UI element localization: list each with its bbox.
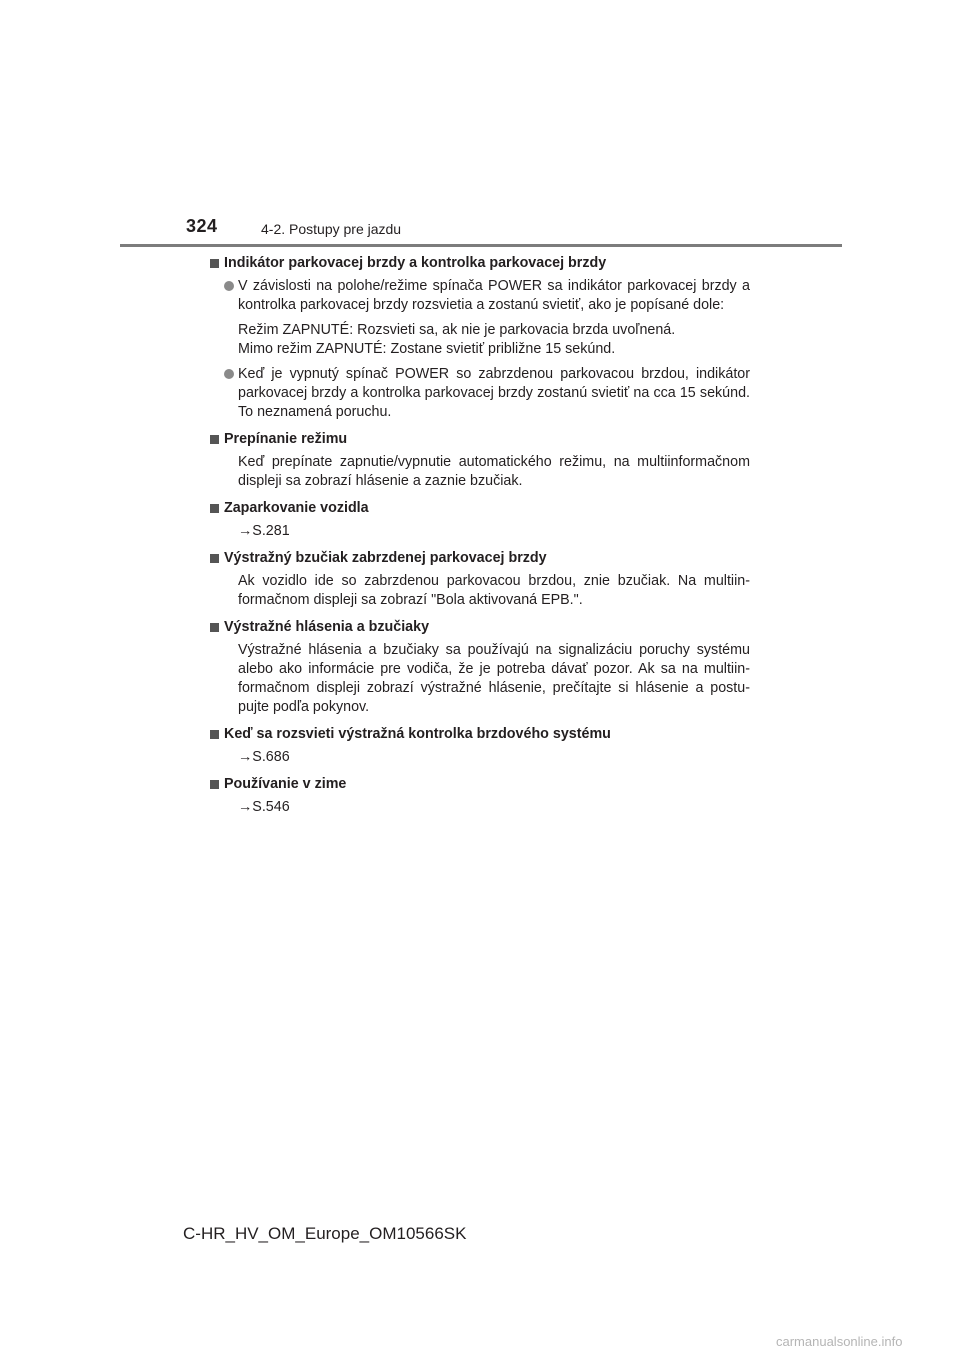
section-heading: Používanie v zime: [210, 775, 750, 794]
section-text: Keď prepínate zapnutie/vypnutie automatického režimu, na multiinformačnom displeji sa zobrazí hlásenie a zaznie bzučiak.: [238, 454, 750, 489]
section-text: Ak vozidlo ide so zabrzdenou parkovacou brzdou, znie bzučiak. Na multiin-formačnom displeji sa zobrazí "Bola aktivovaná EPB.".: [238, 573, 750, 608]
section-text: Výstražné hlásenia a bzučiaky sa používajú na signalizáciu poruchy systému alebo ako informácie pre vodiča, že je potreba dávať pozor. Ak sa na multiin-formačnom displeji zobrazí výstražné hlásenie, prečítajte si hlásenie a postu-pujte podľa pokynov.: [238, 642, 750, 715]
page-reference: →S.546: [238, 799, 290, 815]
header-rule: [120, 244, 842, 247]
section-heading: Výstražné hlásenia a bzučiaky: [210, 618, 750, 637]
section-heading: Prepínanie režimu: [210, 430, 750, 449]
document-code: C-HR_HV_OM_Europe_OM10566SK: [183, 1224, 467, 1243]
main-content: [210, 254, 750, 821]
section-heading: Zaparkovanie vozidla: [210, 499, 750, 518]
square-bullet-icon: [210, 259, 219, 268]
mode-notes: Režim ZAPNUTÉ: Rozsvieti sa, ak nie je parkovacia brzda uvoľnená. Mimo režim ZAPNUTÉ: Zostane svietiť približne 15 sekúnd.: [238, 322, 676, 357]
section-title: 4-2. Postupy pre jazdu: [261, 221, 402, 237]
section-heading: Výstražný bzučiak zabrzdenej parkovacej brzdy: [210, 549, 750, 568]
circle-bullet-icon: [224, 369, 234, 379]
list-item: V závislosti na polohe/režime spínača POWER sa indikátor parkovacej brzdy a kontrolka parkovacej brzdy rozsvietia a zostanú svietiť, ako je popísané dole:: [224, 277, 750, 315]
circle-bullet-icon: [224, 281, 234, 291]
square-bullet-icon: [210, 623, 219, 632]
square-bullet-icon: [210, 504, 219, 513]
square-bullet-icon: [210, 554, 219, 563]
list-item: Keď je vypnutý spínač POWER so zabrzdenou parkovacou brzdou, indikátor parkovacej brzdy a kontrolka parkovacej brzdy zostanú svietiť na cca 15 sekúnd. To neznamená poruchu.: [224, 365, 750, 422]
page-number: 324: [186, 216, 218, 236]
square-bullet-icon: [210, 730, 219, 739]
section-heading: Indikátor parkovacej brzdy a kontrolka parkovacej brzdy: [210, 254, 750, 273]
page-reference: →S.686: [238, 749, 290, 765]
square-bullet-icon: [210, 435, 219, 444]
page-reference: →S.281: [238, 523, 290, 539]
square-bullet-icon: [210, 780, 219, 789]
watermark: carmanualsonline.info: [776, 1334, 903, 1349]
section-heading: Keď sa rozsvieti výstražná kontrolka brzdového systému: [210, 725, 750, 744]
